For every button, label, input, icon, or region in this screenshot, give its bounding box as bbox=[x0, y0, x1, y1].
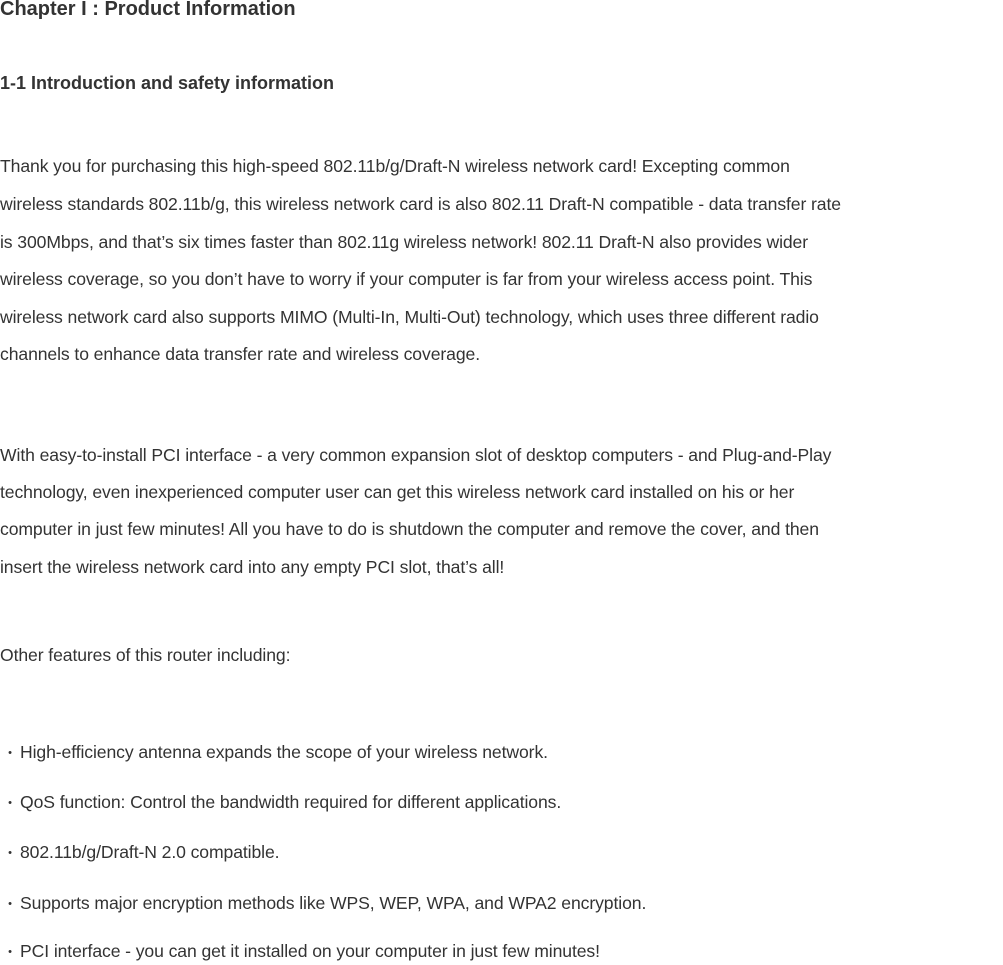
bullet-icon: • bbox=[8, 898, 12, 910]
feature-list-item bbox=[0, 941, 600, 962]
feature-text: High-efficiency antenna expands the scope of your wireless network. bbox=[20, 742, 548, 762]
bullet-icon: • bbox=[8, 797, 12, 809]
paragraph-line: wireless standards 802.11b/g, this wireless network card is also 802.11 Draft-N compatible - data transfer rate bbox=[0, 194, 841, 214]
paragraph-line: technology, even inexperienced computer user can get this wireless network card installed on his or her bbox=[0, 482, 795, 502]
feature-text: 802.11b/g/Draft-N 2.0 compatible. bbox=[20, 842, 280, 862]
section-title: 1-1 Introduction and safety information bbox=[0, 73, 335, 93]
feature-text: PCI interface - you can get it installed on your computer in just few minutes! bbox=[20, 941, 600, 961]
feature-text: Supports major encryption methods like WPS, WEP, WPA, and WPA2 encryption. bbox=[20, 893, 647, 913]
feature-list-item bbox=[0, 792, 561, 813]
paragraph-line: wireless coverage, so you don’t have to worry if your computer is far from your wireless access point. This bbox=[0, 269, 813, 289]
bullet-icon: • bbox=[8, 747, 12, 759]
feature-text: QoS function: Control the bandwidth required for different applications. bbox=[20, 792, 562, 812]
feature-list-item bbox=[0, 742, 548, 763]
paragraph-line: channels to enhance data transfer rate and wireless coverage. bbox=[0, 344, 480, 364]
bullet-icon: • bbox=[8, 946, 12, 958]
feature-list-item bbox=[0, 842, 279, 863]
features-intro: Other features of this router including: bbox=[0, 645, 291, 665]
paragraph-line: With easy-to-install PCI interface - a very common expansion slot of desktop computers - and Plug-and-Play bbox=[0, 445, 832, 465]
paragraph-line: wireless network card also supports MIMO (Multi-In, Multi-Out) technology, which uses three different radio bbox=[0, 307, 819, 327]
paragraph-line: is 300Mbps, and that’s six times faster than 802.11g wireless network! 802.11 Draft-N also provides wider bbox=[0, 232, 809, 252]
feature-list-item bbox=[0, 893, 646, 914]
paragraph-line: insert the wireless network card into any empty PCI slot, that’s all! bbox=[0, 557, 505, 577]
chapter-title: Chapter I : Product Information bbox=[0, 0, 296, 20]
bullet-icon: • bbox=[8, 847, 12, 859]
paragraph-line: computer in just few minutes! All you have to do is shutdown the computer and remove the cover, and then bbox=[0, 519, 819, 539]
paragraph-line: Thank you for purchasing this high-speed 802.11b/g/Draft-N wireless network card! Excepting common bbox=[0, 156, 790, 176]
